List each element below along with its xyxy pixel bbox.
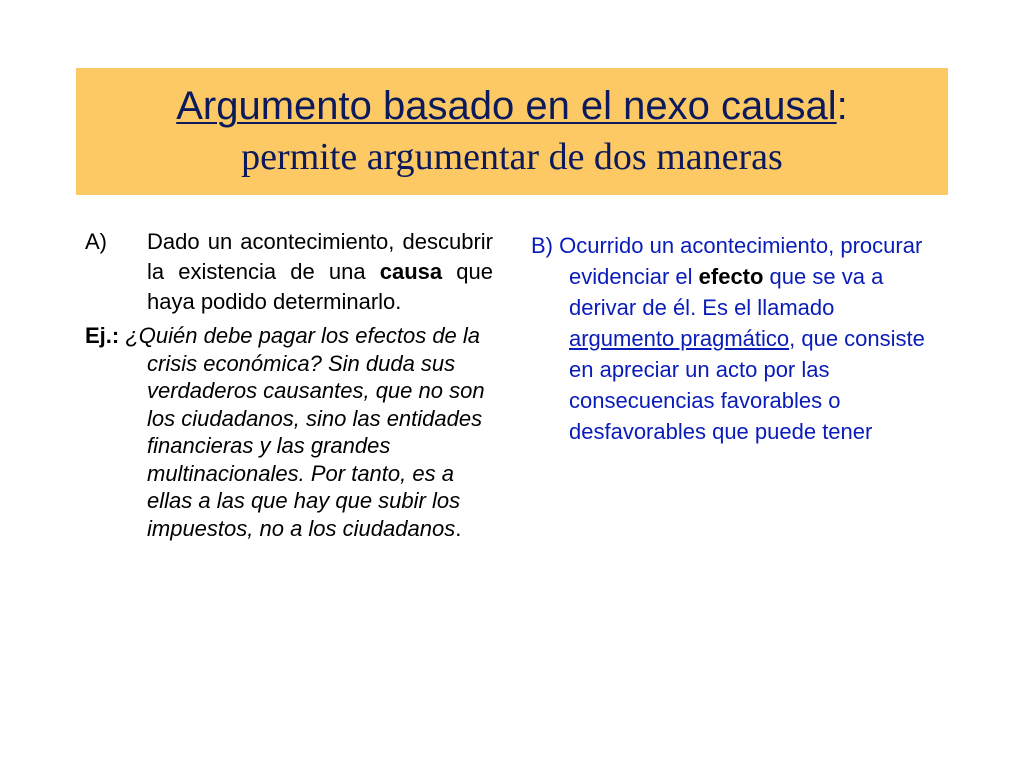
point-b-marker: B): [531, 233, 553, 258]
example-paragraph: [85, 322, 487, 542]
example-text: ¿Quién debe pagar los efectos de la crisis económica? Sin duda sus verdaderos causantes, que no son los ciudadanos, sino las entidades financieras y las grandes multinacionales. Por tanto, es a ellas a las que hay que subir los impuestos, no a los ciudadanos: [119, 323, 485, 541]
slide-title: [76, 82, 948, 130]
right-column: [531, 230, 941, 447]
point-b-underlined-term: argumento pragmático: [569, 326, 790, 351]
point-a: [85, 227, 493, 317]
point-a-bold-causa: causa: [379, 259, 443, 284]
point-a-marker: A): [85, 229, 107, 254]
example-label: Ej.:: [85, 323, 120, 348]
title-colon: :: [836, 84, 848, 128]
point-b-bold-efecto: efecto: [698, 264, 764, 289]
slide-subtitle: permite argumentar de dos maneras: [241, 136, 783, 178]
title-banner: [76, 68, 948, 195]
left-column: [85, 227, 493, 542]
point-b-text-part1: Ocurrido un acontecimiento, procurar evidenciar el: [553, 233, 923, 289]
title-underlined-text: Argumento basado en el nexo causal: [176, 84, 837, 128]
point-b-text-part2: que se va a derivar de él. Es el llamado: [569, 264, 884, 320]
point-a-text-part2: que haya podido determinarlo.: [147, 259, 493, 314]
point-a-text: [147, 227, 493, 317]
example-end: .: [455, 515, 462, 541]
point-a-text-part1: Dado un acontecimiento, descubrir la existencia de una: [147, 229, 493, 284]
point-b-text-part3: , que consiste en apreciar un acto por las consecuencias favorables o desfavorables que puede tener: [569, 326, 925, 444]
